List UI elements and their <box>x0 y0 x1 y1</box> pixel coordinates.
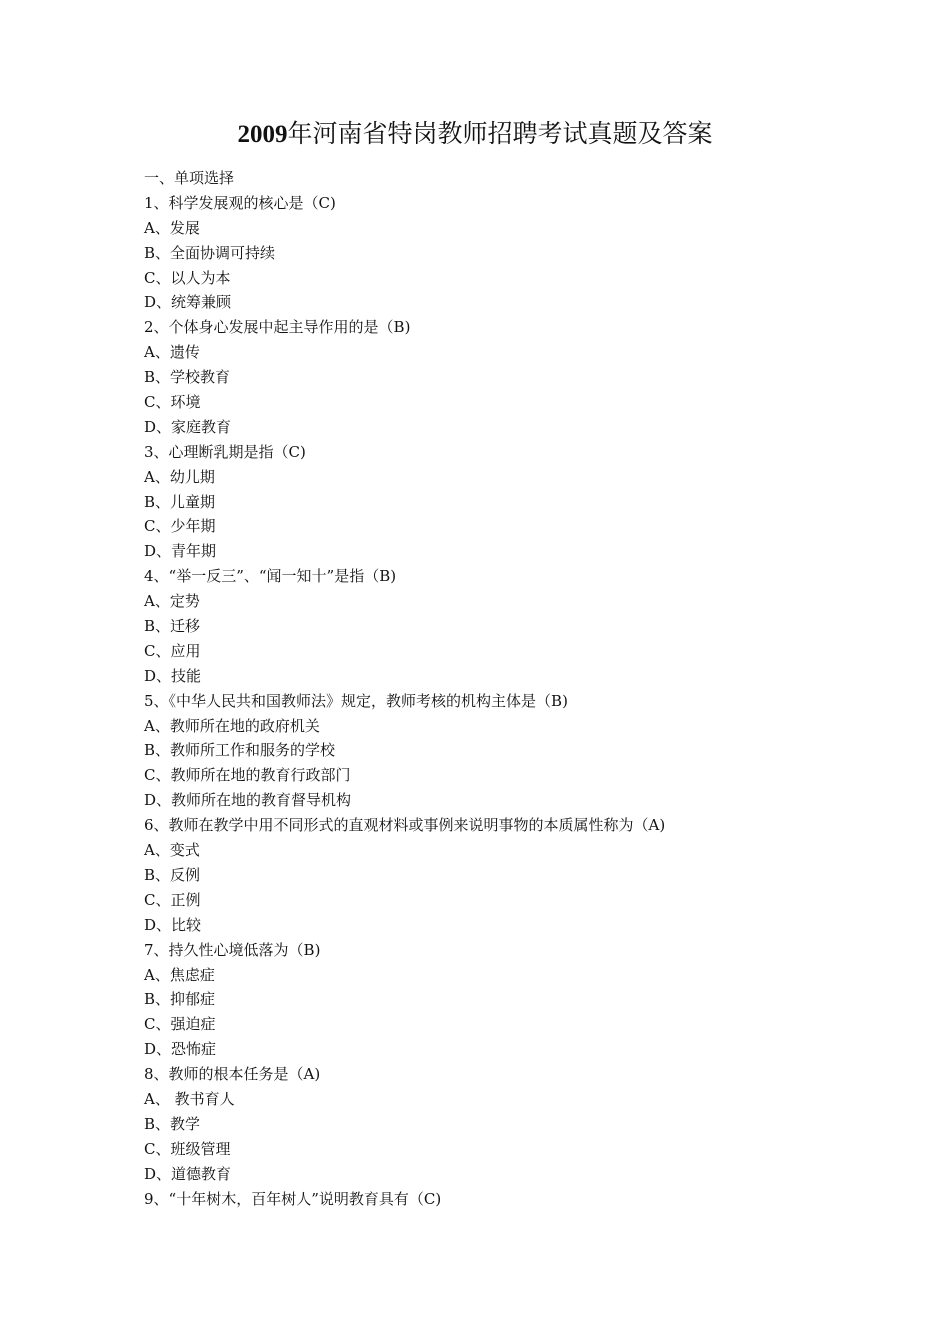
option-line: A、教师所在地的政府机关 <box>144 716 320 735</box>
option-line: C、班级管理 <box>144 1139 231 1158</box>
option-line: A、定势 <box>144 592 200 611</box>
option-line: B、抑郁症 <box>144 990 216 1009</box>
option-line: C、强迫症 <box>144 1015 216 1034</box>
option-line: C、教师所在地的教育行政部门 <box>144 766 351 785</box>
option-line: C、应用 <box>144 641 201 660</box>
question-2: 2、个体身心发展中起主导作用的是（B) <box>144 318 411 337</box>
option-line: D、教师所在地的教育督导机构 <box>144 791 352 810</box>
option-line: D、道德教育 <box>144 1164 232 1183</box>
option-line: B、迁移 <box>144 617 201 636</box>
question-9: 9、“十年树木，百年树人”说明教育具有（C) <box>144 1189 442 1208</box>
document-title <box>0 116 950 153</box>
question-1: 1、科学发展观的核心是（C) <box>144 193 336 212</box>
title-year: 2009 <box>237 121 288 148</box>
option-line: D、家庭教育 <box>144 417 232 436</box>
option-line: D、统筹兼顾 <box>144 293 232 312</box>
option-line: D、恐怖症 <box>144 1040 217 1059</box>
question-8: 8、教师的根本任务是（A) <box>144 1065 321 1084</box>
option-line: A、焦虑症 <box>144 965 215 984</box>
option-line: A、变式 <box>144 841 200 860</box>
question-6: 6、教师在教学中用不同形式的直观材料或事例来说明事物的本质属性称为（A) <box>144 816 666 835</box>
option-line: A、遗传 <box>144 343 200 362</box>
option-line: C、正例 <box>144 890 201 909</box>
question-5: 5、《中华人民共和国教师法》规定，教师考核的机构主体是（B) <box>144 691 568 710</box>
option-line: B、教学 <box>144 1114 201 1133</box>
option-line: B、教师所工作和服务的学校 <box>144 741 336 760</box>
option-line: C、少年期 <box>144 517 216 536</box>
option-line: B、学校教育 <box>144 368 231 387</box>
option-line: A、发展 <box>144 218 200 237</box>
option-line: C、环境 <box>144 393 201 412</box>
option-line: B、全面协调可持续 <box>144 243 276 262</box>
section-heading: 一、单项选择 <box>144 169 235 187</box>
question-list <box>144 166 864 1211</box>
question-4: 4、“举一反三”、“闻一知十”是指（B) <box>144 567 397 586</box>
question-7: 7、持久性心境低落为（B) <box>144 940 321 959</box>
option-line: D、技能 <box>144 666 202 685</box>
option-line: B、反例 <box>144 865 201 884</box>
title-text: 年河南省特岗教师招聘考试真题及答案 <box>287 119 713 148</box>
option-line: C、以人为本 <box>144 268 231 287</box>
option-line: D、比较 <box>144 915 202 934</box>
option-line: A、 教书育人 <box>144 1089 235 1108</box>
option-line: A、幼儿期 <box>144 467 215 486</box>
question-3: 3、心理断乳期是指（C) <box>144 442 306 461</box>
option-line: D、青年期 <box>144 542 217 561</box>
option-line: B、儿童期 <box>144 492 216 511</box>
